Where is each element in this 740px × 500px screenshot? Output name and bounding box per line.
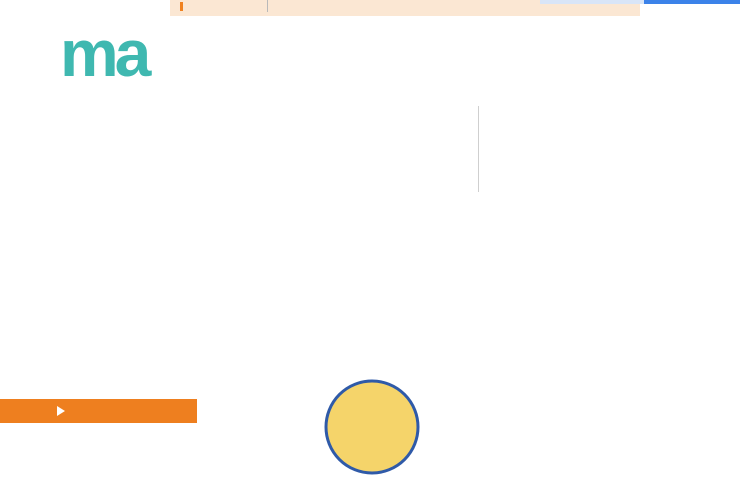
suma-logo: [56, 0, 220, 84]
header-accent-bar-blue: [644, 0, 740, 4]
logo-hoy-bar: [180, 2, 183, 11]
unidos-por-las-victimas-logo: [298, 376, 448, 480]
article-title: [62, 112, 472, 142]
header-accent-bar-light: [540, 0, 644, 4]
go-to-document-button[interactable]: [0, 399, 197, 423]
header-divider: [267, 0, 268, 12]
campaign-circle: [326, 381, 418, 473]
play-icon: [57, 406, 65, 416]
title-divider: [478, 106, 479, 192]
logo-text-bottom: ma: [60, 16, 148, 84]
